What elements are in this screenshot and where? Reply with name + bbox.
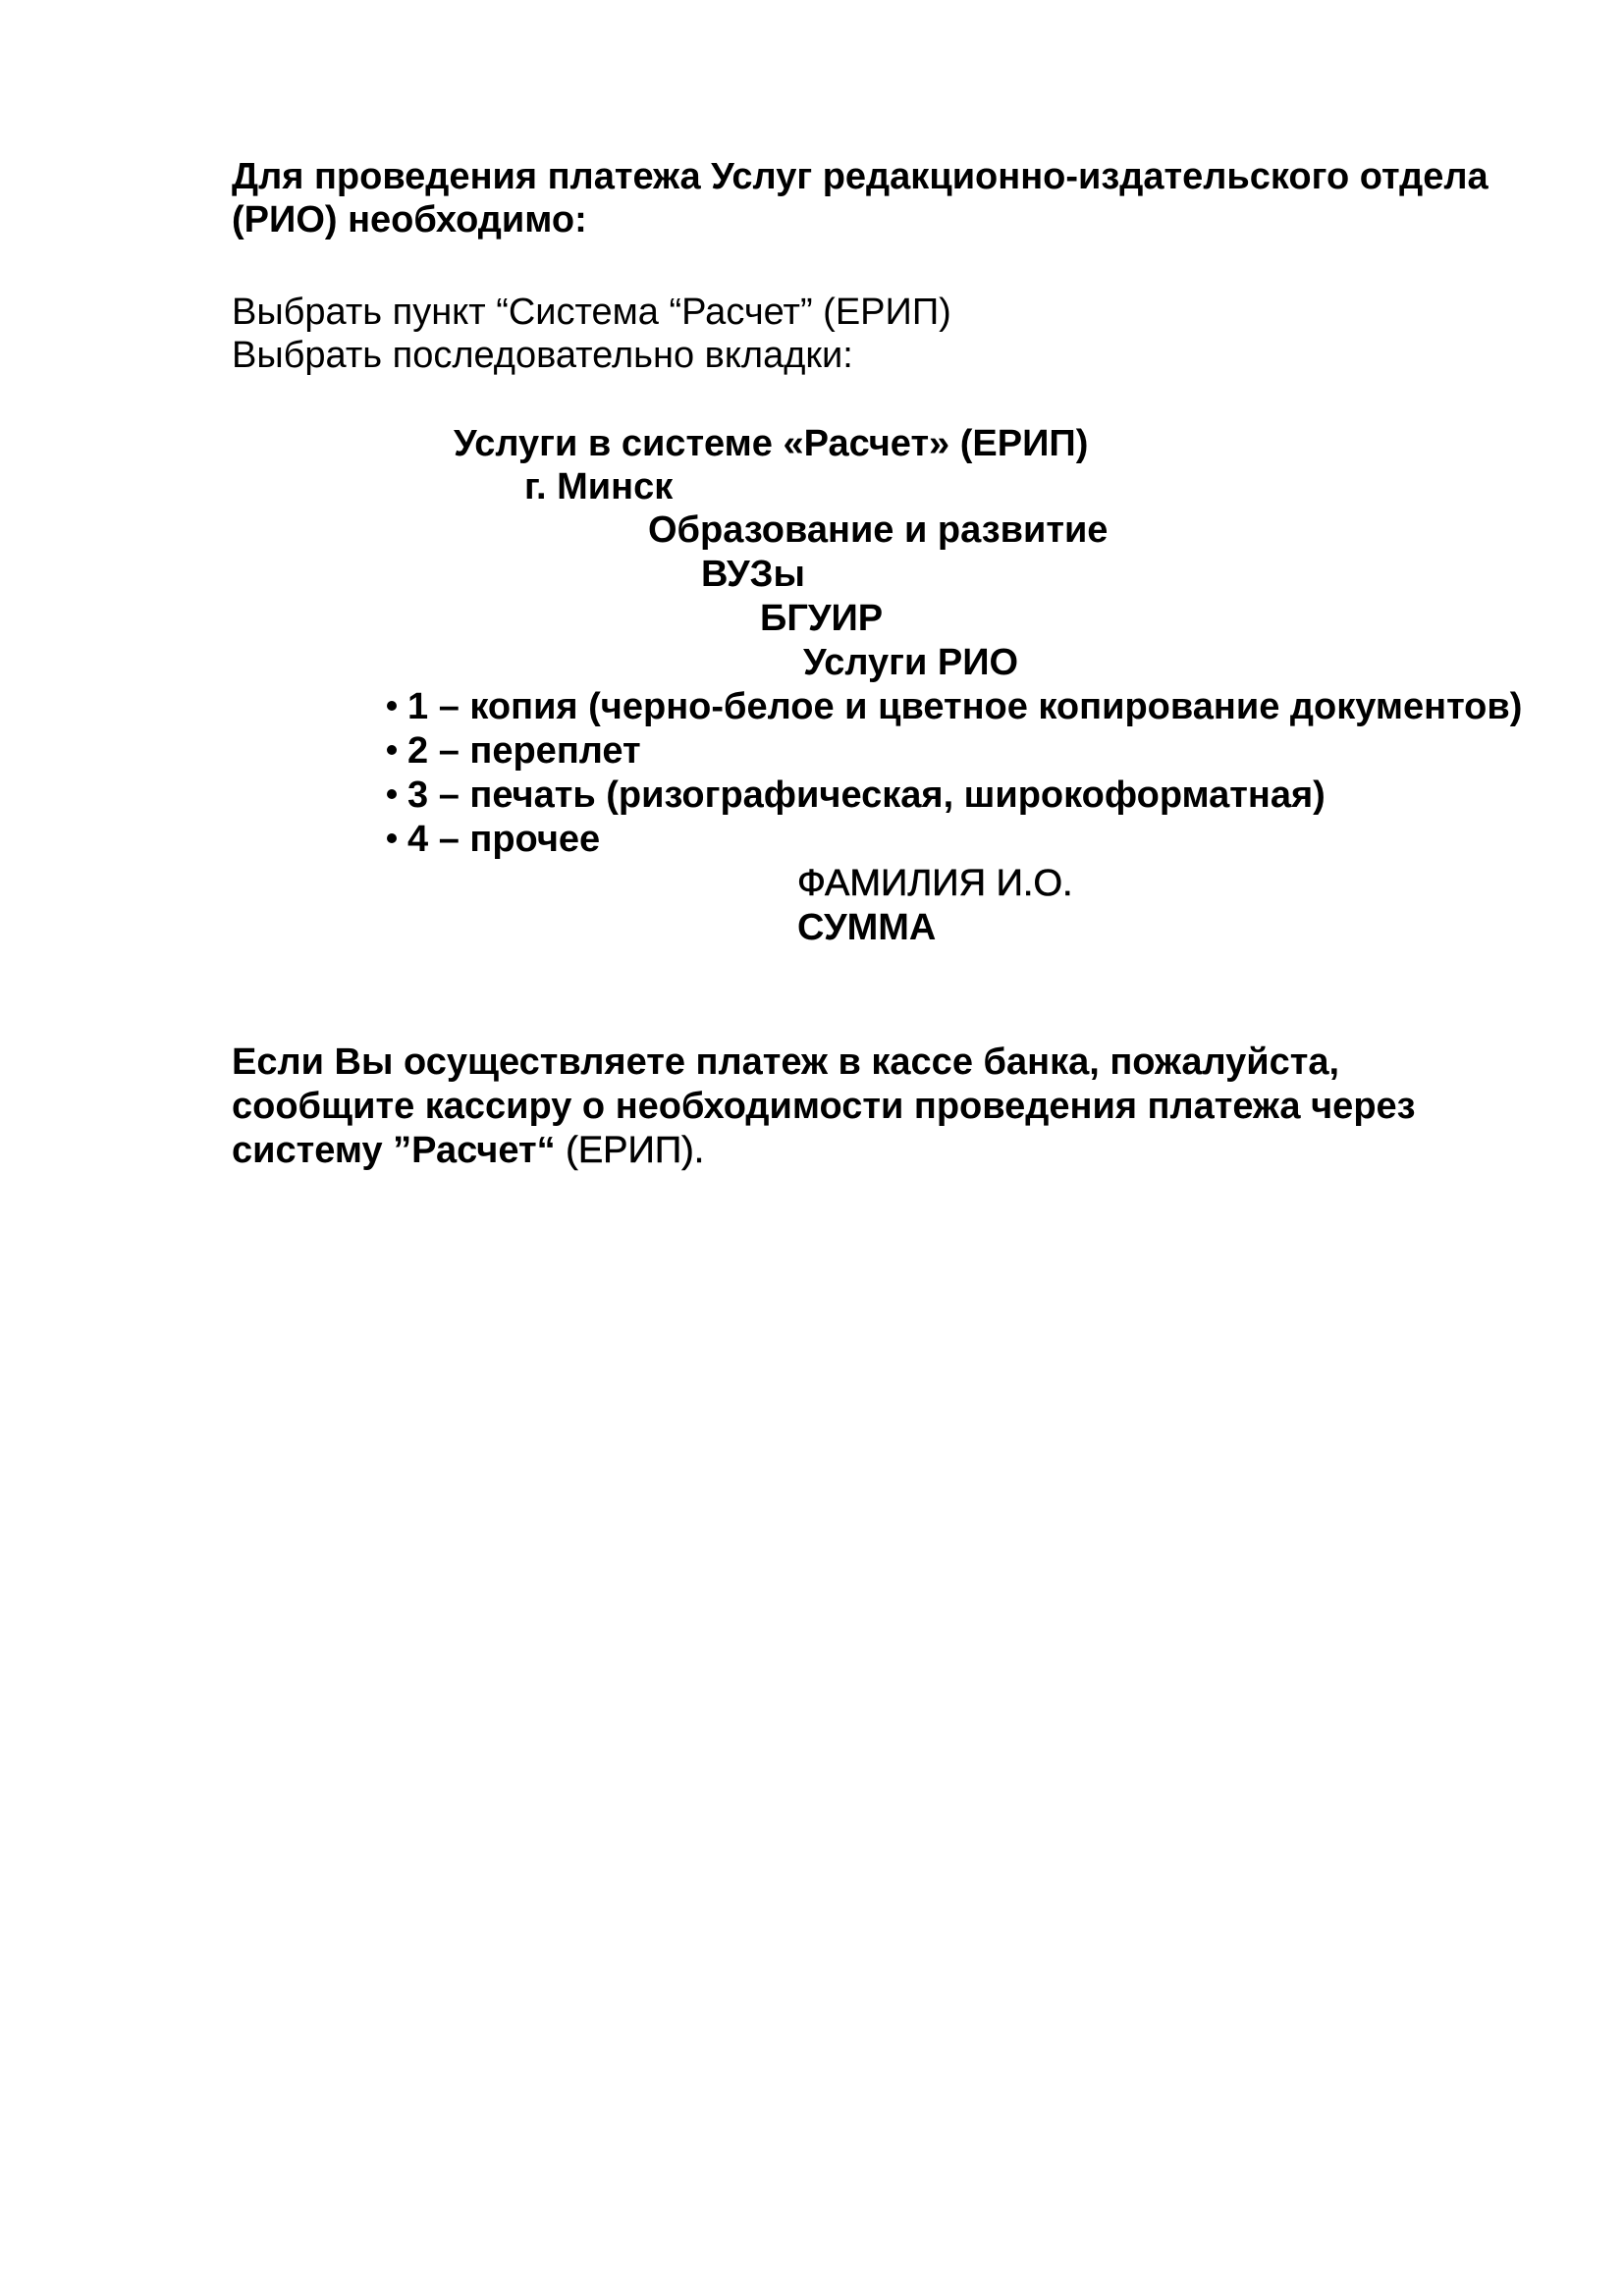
tree-level-3: Образование и развитие: [648, 509, 1109, 551]
list-item-label: 2 – переплет: [407, 730, 641, 772]
instruction-line-1: Выбрать пункт “Система “Расчет” (ЕРИП): [232, 292, 951, 333]
field-name-label: ФАМИЛИЯ И.О.: [797, 863, 1073, 904]
bullet-icon: [387, 745, 397, 755]
bullet-icon: [387, 833, 397, 843]
instruction-line-2: Выбрать последовательно вкладки:: [232, 335, 853, 376]
list-item: [387, 729, 641, 773]
list-item: [387, 774, 1326, 817]
note-line-1: Если Вы осуществляете платеж в кассе банка, пожалуйста,: [232, 1041, 1340, 1083]
note-line-3-prefix: систему ”Расчет“: [232, 1130, 556, 1171]
list-item-label: 4 – прочее: [407, 819, 601, 860]
note-line-3: [232, 1129, 704, 1172]
list-item: [387, 818, 600, 861]
bullet-icon: [387, 701, 397, 711]
tree-level-6: Услуги РИО: [803, 642, 1019, 683]
list-item-label: 1 – копия (черно-белое и цветное копирование документов): [407, 686, 1523, 727]
tree-level-5: БГУИР: [760, 598, 884, 639]
tree-level-1: Услуги в системе «Расчет» (ЕРИП): [454, 423, 1089, 464]
heading-line-2: (РИО) необходимо:: [232, 199, 587, 240]
field-amount-label: СУММА: [797, 907, 937, 948]
list-item: [387, 685, 1522, 728]
heading-line-1: Для проведения платежа Услуг редакционно-издательского отдела: [232, 156, 1489, 197]
note-line-2: сообщите кассиру о необходимости проведения платежа через: [232, 1086, 1416, 1127]
list-item-label: 3 – печать (ризографическая, широкоформатная): [407, 774, 1326, 816]
note-line-3-suffix: (ЕРИП).: [555, 1130, 705, 1171]
tree-level-2: г. Минск: [524, 466, 674, 507]
tree-level-4: ВУЗы: [701, 554, 805, 595]
bullet-icon: [387, 789, 397, 799]
